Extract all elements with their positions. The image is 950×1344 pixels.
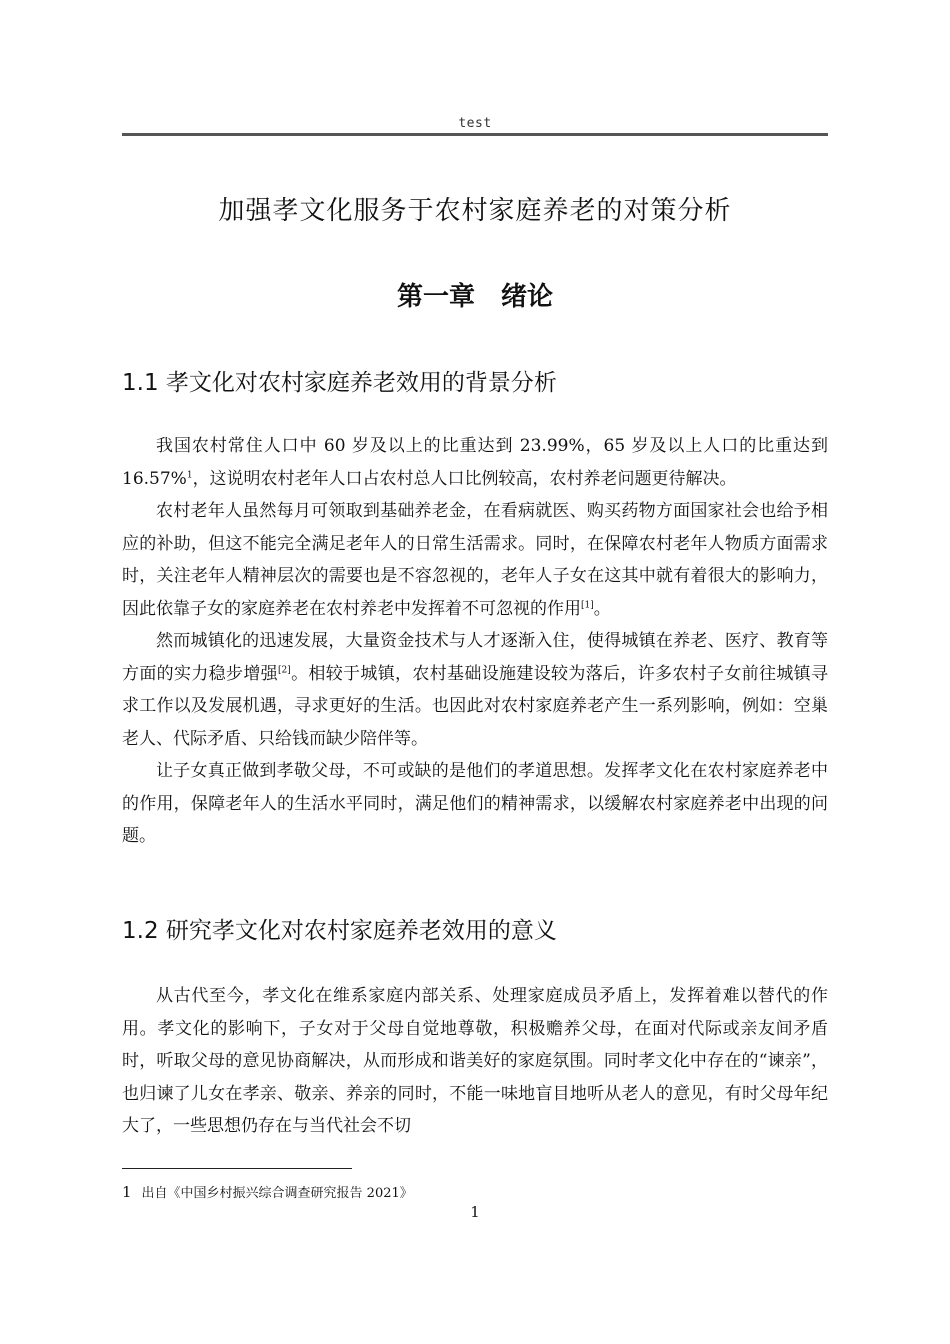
paragraph-text: ，这说明农村老年人口占农村总人口比例较高，农村养老问题更待解决。 bbox=[192, 468, 737, 489]
paragraph-text: 然而城镇化的迅速发展，大量资金技术与人才逐渐入住，使得城镇在养老、医疗、教育等方面的实力稳步增强 bbox=[122, 631, 828, 684]
section-1-2-body bbox=[122, 980, 828, 1143]
paragraph-text: 。 bbox=[593, 598, 611, 619]
paragraph-text: 农村老年人虽然每月可领取到基础养老金，在看病就医、购买药物方面国家社会也给予相应的补助，但这不能完全满足老年人的日常生活需求。同时，在保障农村老年人物质方面需求时，关注老年人精神层次的需要也是不容忽视的，老年人子女在这其中就有着很大的影响力，因此依靠子女的家庭养老在农村养老中发挥着不可忽视的作用 bbox=[122, 501, 828, 619]
section-1-1-body bbox=[122, 430, 828, 853]
citation-ref[interactable]: [2] bbox=[277, 664, 291, 675]
paragraph bbox=[122, 495, 828, 625]
paragraph: 让子女真正做到孝敬父母，不可或缺的是他们的孝道思想。发挥孝文化在农村家庭养老中的作用，保障老年人的生活水平同时，满足他们的精神需求，以缓解农村家庭养老中出现的问题。 bbox=[122, 761, 828, 846]
footnote bbox=[122, 1182, 828, 1201]
document-title: 加强孝文化服务于农村家庭养老的对策分析 bbox=[218, 196, 732, 226]
citation-ref[interactable]: [1] bbox=[581, 599, 594, 610]
section-heading-1-2: 1.2 研究孝文化对农村家庭养老效用的意义 bbox=[122, 918, 557, 944]
paragraph-text: 。相较于城镇，农村基础设施建设较为落后，许多农村子女前往城镇寻求工作以及发展机遇，寻求更好的生活。也因此对农村家庭养老产生一系列影响，例如：空巢老人、代际矛盾、只给钱而缺少陪伴等。 bbox=[122, 663, 829, 749]
paragraph: 从古代至今，孝文化在维系家庭内部关系、处理家庭成员矛盾上，发挥着难以替代的作用。孝文化的影响下，子女对于父母自觉地尊敬，积极赡养父母，在面对代际或亲友间矛盾时，听取父母的意见协商解决，从而形成和谐美好的家庭氛围。同时孝文化中存在的“谏亲”，也归谏了儿女在孝亲、敬亲、养亲的同时，不能一味地盲目地听从老人的意见，有时父母年纪大了，一些思想仍存在与当代社会不切 bbox=[122, 986, 828, 1136]
section-heading-1-1: 1.1 孝文化对农村家庭养老效用的背景分析 bbox=[122, 370, 557, 396]
paragraph bbox=[122, 625, 828, 755]
chapter-title: 第一章 绪论 bbox=[396, 282, 553, 312]
footnote-separator bbox=[122, 1168, 352, 1169]
running-header: test bbox=[458, 116, 492, 131]
paragraph bbox=[122, 430, 828, 495]
paragraph-text: 我国农村常住人口中 60 岁及以上的比重达到 23.99%，65 岁及以上人口的比重达到 16.57% bbox=[122, 436, 828, 489]
footnote-ref[interactable]: 1 bbox=[186, 469, 193, 480]
page-number: 1 bbox=[470, 1203, 480, 1221]
footnote-text: 出自《中国乡村振兴综合调查研究报告 2021》 bbox=[141, 1186, 413, 1201]
header-rule bbox=[122, 133, 828, 136]
footnote-number: 1 bbox=[122, 1183, 132, 1201]
